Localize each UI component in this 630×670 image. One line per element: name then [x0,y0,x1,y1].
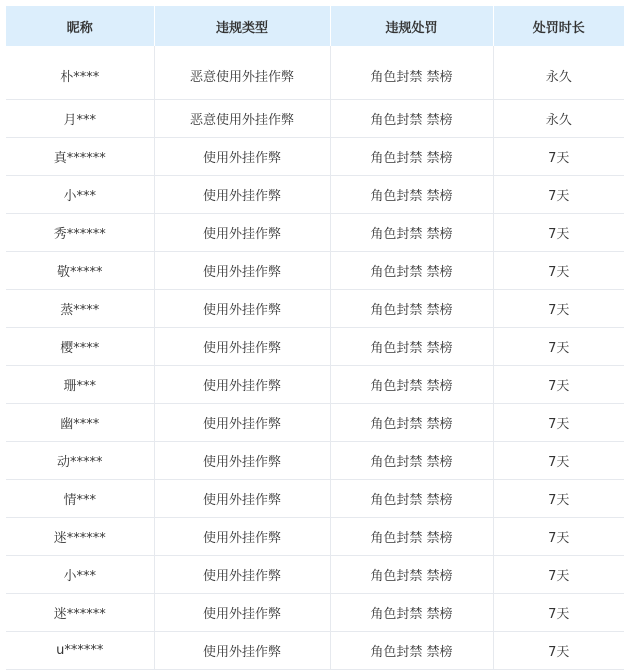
cell-penalty: 角色封禁 禁榜 [330,480,493,518]
cell-violation-type: 使用外挂作弊 [154,594,330,632]
cell-violation-type: 使用外挂作弊 [154,176,330,214]
table-row [6,100,624,138]
cell-duration: 7天 [493,138,624,176]
table-row [6,138,624,176]
header-row [6,6,624,46]
cell-nickname: 动***** [6,442,154,480]
cell-duration: 永久 [493,100,624,138]
cell-nickname: 情*** [6,480,154,518]
penalty-table [6,6,624,670]
cell-duration: 7天 [493,404,624,442]
cell-penalty: 角色封禁 禁榜 [330,252,493,290]
cell-violation-type: 使用外挂作弊 [154,556,330,594]
cell-nickname: 朴**** [6,46,154,100]
table-row [6,518,624,556]
cell-violation-type: 恶意使用外挂作弊 [154,100,330,138]
table-row [6,366,624,404]
cell-penalty: 角色封禁 禁榜 [330,138,493,176]
cell-duration: 7天 [493,480,624,518]
cell-violation-type: 使用外挂作弊 [154,290,330,328]
cell-nickname: 小*** [6,176,154,214]
header-violation-type: 违规类型 [154,6,330,46]
cell-violation-type: 恶意使用外挂作弊 [154,46,330,100]
cell-violation-type: 使用外挂作弊 [154,632,330,670]
cell-duration: 永久 [493,46,624,100]
cell-nickname: 幽**** [6,404,154,442]
cell-duration: 7天 [493,518,624,556]
table-row [6,290,624,328]
cell-penalty: 角色封禁 禁榜 [330,404,493,442]
cell-penalty: 角色封禁 禁榜 [330,366,493,404]
cell-duration: 7天 [493,594,624,632]
cell-penalty: 角色封禁 禁榜 [330,176,493,214]
cell-penalty: 角色封禁 禁榜 [330,556,493,594]
table-row [6,480,624,518]
table-row [6,46,624,100]
cell-nickname: 珊*** [6,366,154,404]
cell-nickname: 樱**** [6,328,154,366]
cell-violation-type: 使用外挂作弊 [154,442,330,480]
table-body [6,46,624,670]
cell-duration: 7天 [493,290,624,328]
cell-violation-type: 使用外挂作弊 [154,518,330,556]
table-row [6,594,624,632]
header-duration: 处罚时长 [493,6,624,46]
table-row [6,214,624,252]
cell-violation-type: 使用外挂作弊 [154,480,330,518]
cell-violation-type: 使用外挂作弊 [154,404,330,442]
cell-penalty: 角色封禁 禁榜 [330,442,493,480]
table-header [6,6,624,46]
cell-duration: 7天 [493,328,624,366]
table-row [6,328,624,366]
cell-duration: 7天 [493,252,624,290]
cell-nickname: 敬***** [6,252,154,290]
cell-nickname: 秀****** [6,214,154,252]
cell-nickname: 蒸**** [6,290,154,328]
cell-penalty: 角色封禁 禁榜 [330,518,493,556]
cell-penalty: 角色封禁 禁榜 [330,328,493,366]
table-row [6,252,624,290]
cell-penalty: 角色封禁 禁榜 [330,632,493,670]
table-row [6,556,624,594]
cell-violation-type: 使用外挂作弊 [154,138,330,176]
cell-penalty: 角色封禁 禁榜 [330,214,493,252]
table-row [6,176,624,214]
cell-duration: 7天 [493,632,624,670]
table-row [6,442,624,480]
cell-violation-type: 使用外挂作弊 [154,214,330,252]
cell-nickname: 真****** [6,138,154,176]
cell-violation-type: 使用外挂作弊 [154,328,330,366]
header-nickname: 昵称 [6,6,154,46]
table-row [6,632,624,670]
cell-nickname: u****** [6,632,154,670]
cell-nickname: 月*** [6,100,154,138]
cell-nickname: 迷****** [6,594,154,632]
cell-duration: 7天 [493,176,624,214]
cell-violation-type: 使用外挂作弊 [154,252,330,290]
penalty-table-container [6,6,624,670]
cell-duration: 7天 [493,214,624,252]
cell-nickname: 小*** [6,556,154,594]
cell-penalty: 角色封禁 禁榜 [330,594,493,632]
cell-penalty: 角色封禁 禁榜 [330,100,493,138]
cell-penalty: 角色封禁 禁榜 [330,290,493,328]
cell-violation-type: 使用外挂作弊 [154,366,330,404]
cell-duration: 7天 [493,442,624,480]
cell-duration: 7天 [493,556,624,594]
table-row [6,404,624,442]
header-penalty: 违规处罚 [330,6,493,46]
cell-duration: 7天 [493,366,624,404]
cell-penalty: 角色封禁 禁榜 [330,46,493,100]
cell-nickname: 迷****** [6,518,154,556]
